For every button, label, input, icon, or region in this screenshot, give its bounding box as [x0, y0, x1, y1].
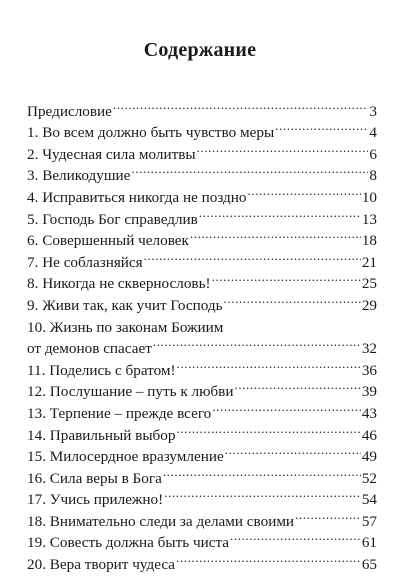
toc-page-number: 13: [361, 210, 377, 228]
toc-leader-dots: [224, 310, 376, 332]
toc-leader-dots: [199, 202, 361, 224]
toc-page-number: 18: [361, 232, 377, 250]
toc-entry-title: 8. Никогда не сквернословь!: [27, 275, 211, 293]
toc-page-number: 61: [361, 534, 377, 552]
toc-leader-dots: [163, 461, 361, 483]
toc-page-number: 29: [361, 296, 377, 314]
toc-entry-title: 6. Совершенный человек: [27, 232, 189, 250]
toc-entry-title: 20. Вера творит чудеса: [27, 556, 176, 574]
table-of-contents: [27, 94, 377, 574]
toc-entry-title: 16. Сила веры в Бога: [27, 469, 162, 487]
toc-page-number: 46: [361, 426, 377, 444]
toc-page-number: 10: [361, 188, 377, 206]
toc-page-number: 4: [369, 124, 377, 142]
toc-leader-dots: [212, 396, 361, 418]
toc-entry-title: 4. Исправиться никогда не поздно: [27, 188, 247, 206]
toc-leader-dots: [190, 224, 361, 246]
toc-entry-title: 2. Чудесная сила молитвы: [27, 145, 196, 163]
toc-leader-dots: [295, 504, 361, 526]
toc-page-number: 3: [369, 102, 377, 120]
toc-entry-title: 15. Милосердное вразумление: [27, 448, 224, 466]
toc-entry-title: 14. Правильный выбор: [27, 426, 176, 444]
toc-leader-dots: [153, 332, 361, 354]
toc-page-number: 6: [369, 145, 377, 163]
toc-entry-title: 19. Совесть должна быть чиста: [27, 534, 230, 552]
toc-entry-title: 10. Жизнь по законам Божиим: [27, 318, 224, 336]
toc-page-number: 25: [361, 275, 377, 293]
toc-entry-title: 7. Не соблазняйся: [27, 253, 143, 271]
toc-entry-title: 12. Послушание – путь к любви: [27, 383, 234, 401]
toc-leader-dots: [225, 440, 361, 462]
toc-leader-dots: [224, 288, 361, 310]
toc-entry-title: 9. Живи так, как учит Господь: [27, 296, 223, 314]
toc-page-number: 36: [361, 361, 377, 379]
toc-leader-dots: [164, 483, 361, 505]
toc-entry-title: Предисловие: [27, 102, 112, 120]
toc-leader-dots: [176, 547, 361, 569]
toc-page-number: 43: [361, 404, 377, 422]
toc-entry[interactable]: [27, 94, 377, 120]
toc-leader-dots: [176, 418, 360, 440]
toc-page-number: 52: [361, 469, 377, 487]
toc-entry-title: от демонов спасает: [27, 340, 152, 358]
toc-entry-title: 17. Учись прилежно!: [27, 491, 164, 509]
toc-leader-dots: [144, 245, 361, 267]
toc-leader-dots: [234, 375, 360, 397]
toc-leader-dots: [248, 180, 361, 202]
toc-page-number: 21: [361, 253, 377, 271]
toc-page-number: 65: [361, 556, 377, 574]
toc-leader-dots: [212, 267, 361, 289]
toc-entry-title: 11. Поделись с братом!: [27, 361, 176, 379]
toc-page-number: 8: [369, 167, 377, 185]
toc-page-number: 39: [361, 383, 377, 401]
toc-leader-dots: [131, 159, 368, 181]
toc-entry-title: 1. Во всем должно быть чувство меры: [27, 124, 275, 142]
toc-leader-dots: [275, 116, 368, 138]
toc-entry-title: 3. Великодушие: [27, 167, 131, 185]
toc-leader-dots: [197, 137, 369, 159]
toc-page-number: 57: [361, 512, 377, 530]
toc-entry-title: 18. Внимательно следи за делами своими: [27, 512, 295, 530]
toc-leader-dots: [177, 353, 361, 375]
toc-page-number: 49: [361, 448, 377, 466]
toc-entry-title: 13. Терпение – прежде всего: [27, 404, 212, 422]
toc-leader-dots: [113, 94, 368, 116]
toc-entry-title: 5. Господь Бог справедлив: [27, 210, 198, 228]
toc-page-number: 54: [361, 491, 377, 509]
toc-page-number: 32: [361, 340, 377, 358]
page-title: Содержание: [143, 39, 257, 61]
toc-leader-dots: [230, 526, 361, 548]
